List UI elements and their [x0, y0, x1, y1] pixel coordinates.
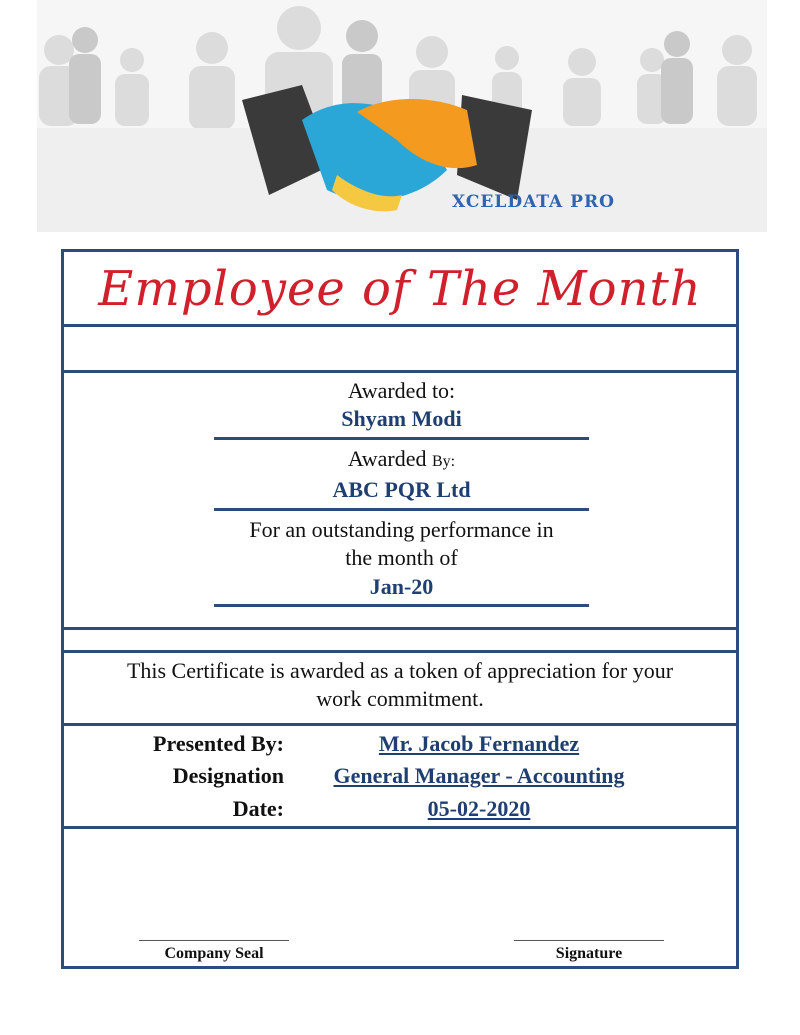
signature-line: [514, 940, 664, 941]
brand-logo-text: XCELDATA PRO: [452, 192, 615, 212]
awarded-to-section: [214, 378, 589, 434]
performance-section: [214, 516, 589, 602]
awarded-to-value: Shyam Modi: [341, 406, 462, 431]
divider: [64, 723, 736, 726]
company-seal-label: Company Seal: [164, 945, 264, 962]
divider: [64, 324, 736, 327]
month-value: Jan-20: [369, 574, 434, 599]
date-label: Date:: [232, 796, 284, 821]
signature-label: Signature: [555, 945, 623, 962]
appreciation-line-1: This Certificate is awarded as a token of appreciation for your: [126, 658, 674, 683]
performance-line-2: the month of: [345, 545, 458, 570]
handshake-illustration: [37, 0, 767, 232]
seal-line: [139, 940, 289, 941]
certificate-title: Employee of The Month: [98, 261, 702, 317]
awarded-by-section: [214, 446, 589, 505]
divider: [64, 627, 736, 630]
divider: [64, 650, 736, 653]
underline: [214, 508, 589, 511]
appreciation-text: [84, 657, 716, 713]
header-banner: [37, 0, 767, 232]
presented-by-value: Mr. Jacob Fernandez: [378, 731, 580, 756]
date-value: 05-02-2020: [427, 796, 531, 821]
awarded-by-label: Awarded By:: [347, 446, 456, 471]
designation-value: General Manager - Accounting: [333, 763, 625, 788]
designation-label: Designation: [172, 763, 284, 788]
appreciation-line-2: work commitment.: [316, 686, 484, 711]
divider: [64, 826, 736, 829]
presented-by-label: Presented By:: [153, 731, 284, 756]
performance-line-1: For an outstanding performance in: [249, 517, 554, 542]
underline: [214, 437, 589, 440]
awarded-to-label: Awarded to:: [347, 378, 456, 403]
divider: [64, 370, 736, 373]
awarded-by-value: ABC PQR Ltd: [332, 477, 471, 502]
underline: [214, 604, 589, 607]
certificate-frame: [61, 249, 739, 969]
